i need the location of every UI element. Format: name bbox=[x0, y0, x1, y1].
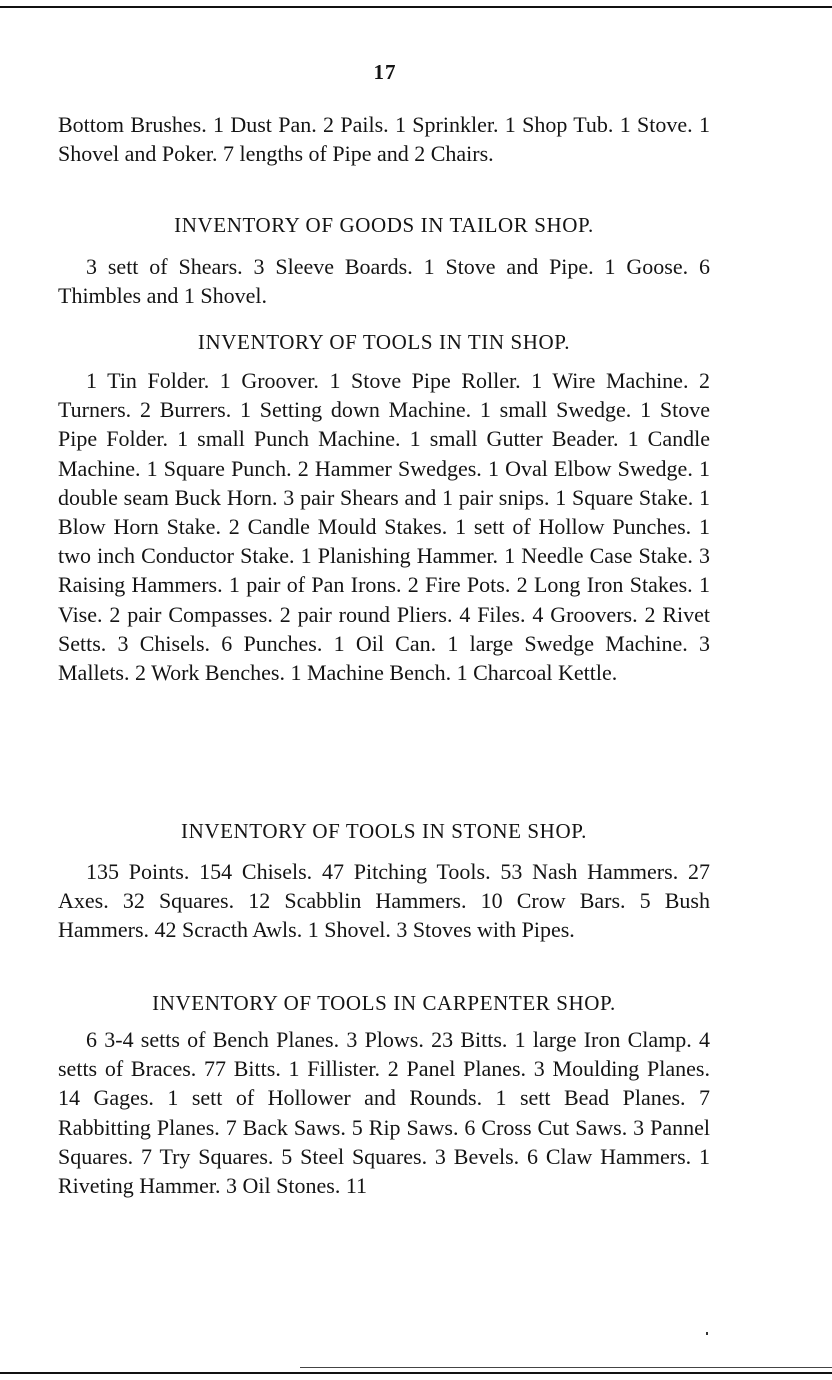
top-border-rule bbox=[0, 6, 832, 8]
tin-shop-heading: INVENTORY OF TOOLS IN TIN SHOP. bbox=[197, 330, 571, 354]
stone-shop-paragraph: 135 Points. 154 Chisels. 47 Pitching Tools. 53 Nash Hammers. 27 Axes. 32 Squares. 12 Scabblin Hammers. 10 Crow Bars. 5 Bush Hammers. 42 Scracth Awls. 1 Shovel. 3 Stoves with Pipes. bbox=[58, 859, 710, 943]
carpenter-shop-paragraph: 6 3-4 setts of Bench Planes. 3 Plows. 23 Bitts. 1 large Iron Clamp. 4 setts of Braces. 77 Bitts. 1 Fillister. 2 Panel Planes. 3 Moulding Planes. 14 Gages. 1 sett of Hollower and Rounds. 1 sett Bead Planes. 7 Rabbitting Planes. 7 Back Saws. 5 Rip Saws. 6 Cross Cut Saws. 3 Pannel Squares. 7 Try Squares. 5 Steel Squares. 3 Bevels. 6 Claw Hammers. 1 Riveting Hammer. 3 Oil Stones. 11 bbox=[58, 1027, 710, 1199]
tailor-shop-heading: INVENTORY OF GOODS IN TAILOR SHOP. bbox=[174, 213, 594, 237]
page-number: 17 bbox=[373, 60, 397, 84]
tailor-shop-paragraph: 3 sett of Shears. 3 Sleeve Boards. 1 Stove and Pipe. 1 Goose. 6 Thimbles and 1 Shovel. bbox=[58, 254, 710, 309]
ink-speck bbox=[706, 1332, 708, 1335]
continuation-paragraph: Bottom Brushes. 1 Dust Pan. 2 Pails. 1 Sprinkler. 1 Shop Tub. 1 Stove. 1 Shovel and Poker. 7 lengths of Pipe and 2 Chairs. bbox=[58, 112, 710, 167]
tin-shop-paragraph: 1 Tin Folder. 1 Groover. 1 Stove Pipe Roller. 1 Wire Machine. 2 Turners. 2 Burrers. 1 Setting down Machine. 1 small Swedge. 1 Stove Pipe Folder. 1 small Punch Machine. 1 small Gutter Beader. 1 Candle Machine. 1 Square Punch. 2 Hammer Swedges. 1 Oval Elbow Swedge. 1 double seam Buck Horn. 3 pair Shears and 1 pair snips. 1 Square Stake. 1 Blow Horn Stake. 2 Candle Mould Stakes. 1 sett of Hollow Punches. 1 two inch Conductor Stake. 1 Planishing Hammer. 1 Needle Case Stake. 3 Raising Hammers. 1 pair of Pan Irons. 2 Fire Pots. 2 Long Iron Stakes. 1 Vise. 2 pair Compasses. 2 pair round Pliers. 4 Files. 4 Groovers. 2 Rivet Setts. 3 Chisels. 6 Punches. 1 Oil Can. 1 large Swedge Machine. 3 Mallets. 2 Work Benches. 1 Machine Bench. 1 Charcoal Kettle. bbox=[58, 368, 710, 686]
bottom-thin-rule bbox=[300, 1367, 832, 1368]
carpenter-shop-heading: INVENTORY OF TOOLS IN CARPENTER SHOP. bbox=[152, 991, 616, 1015]
stone-shop-heading: INVENTORY OF TOOLS IN STONE SHOP. bbox=[180, 819, 588, 843]
bottom-border-rule bbox=[0, 1372, 832, 1374]
